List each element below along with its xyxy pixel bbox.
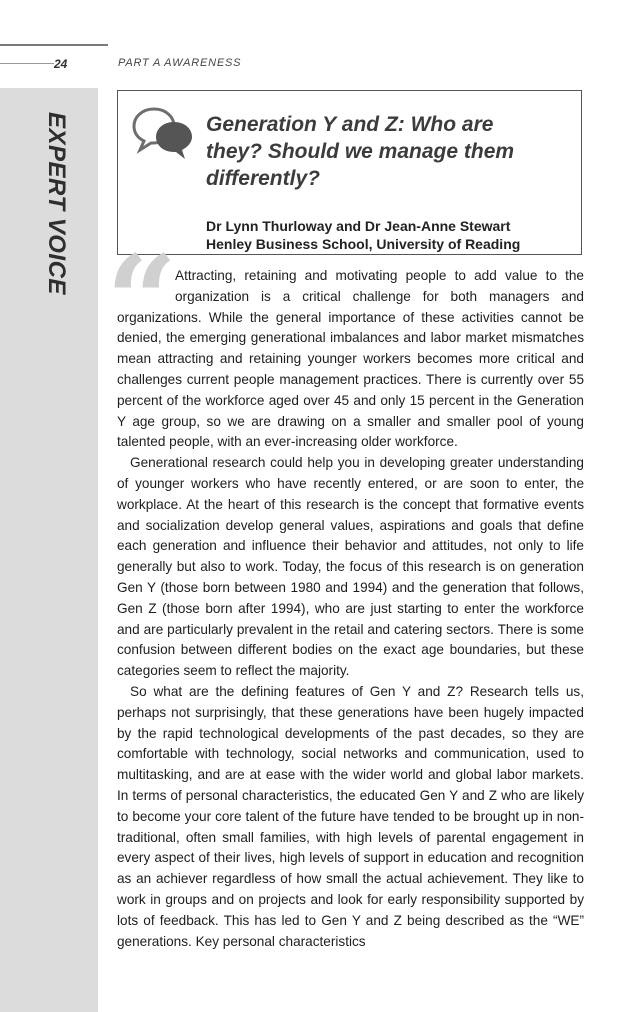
author-names: Dr Lynn Thurloway and Dr Jean-Anne Stewart (206, 218, 511, 234)
author-credits (206, 217, 576, 253)
quote-spacer (117, 266, 175, 304)
author-affiliation: Henley Business School, University of Reading (206, 236, 521, 252)
paragraph-text: Attracting, retaining and motivating people to add value to the organization is a critical challenge for both managers and organizations. While the general importance of these activities cannot be denied, the emerging generational imbalances and labor market mismatches mean attracting and retaining younger workers becomes more critical and challenges current people management practices. There is currently over 55 percent of the workforce aged over 45 and only 15 percent in the Generation Y age group, so we are drawing on a smaller and smaller pool of young talented people, with an ever-increasing older workforce. (117, 268, 584, 450)
page-number: 24 (54, 57, 68, 71)
article-title-line: they? Should we manage them (206, 140, 515, 163)
paragraph: Generational research could help you in developing greater understanding of younger workers who have recently entered, or are soon to enter, the workplace. At the heart of this research is the concept that formative events and socialization develop general values, aspirations and goals that define each generation and influence their behavior and attitudes, not only to life generally but also to work. Today, the focus of this research is on generation Gen Y (those born between 1980 and 1994) and the generation that follows, Gen Z (those born after 1994), who are just starting to enter the workforce and are particularly prevalent in the retail and catering sectors. There is some confusion between different bodies on the exact age boundaries, but these categories seem to reflect the majority. (117, 455, 584, 679)
speech-bubbles-icon (132, 105, 194, 163)
page-number-rule (0, 63, 54, 64)
article-title-line: Generation Y and Z: Who are (206, 113, 494, 136)
paragraph (117, 266, 584, 453)
open-quote-icon: “ (106, 229, 178, 374)
article-body (117, 266, 584, 952)
article-title (206, 111, 556, 192)
paragraph: So what are the defining features of Gen Y and Z? Research tells us, perhaps not surprisingly, that these generations have been hugely impacted by the rapid technological developments of the past decades, so they are comfortable with technology, social networks and communication, used to multitasking, and are at ease with the wider world and global labor markets. In terms of personal characteristics, the educated Gen Y and Z who are likely to become your core talent of the future have tended to be brought up in non-traditional, often small families, with high levels of parental engagement in every aspect of their lives, high levels of support in education and recognition as an achiever regardless of how small the actual achievement. They like to work in groups and on projects and look for early responsibility supported by lots of feedback. This has led to Gen Y and Z being described as the “WE” generations. Key personal characteristics (117, 683, 584, 949)
section-label: EXPERT VOICE (43, 112, 70, 295)
running-head: PART A AWARENESS (118, 57, 242, 69)
header-rule (0, 44, 108, 46)
article-title-line: differently? (206, 167, 320, 190)
article-title-box (117, 90, 582, 255)
